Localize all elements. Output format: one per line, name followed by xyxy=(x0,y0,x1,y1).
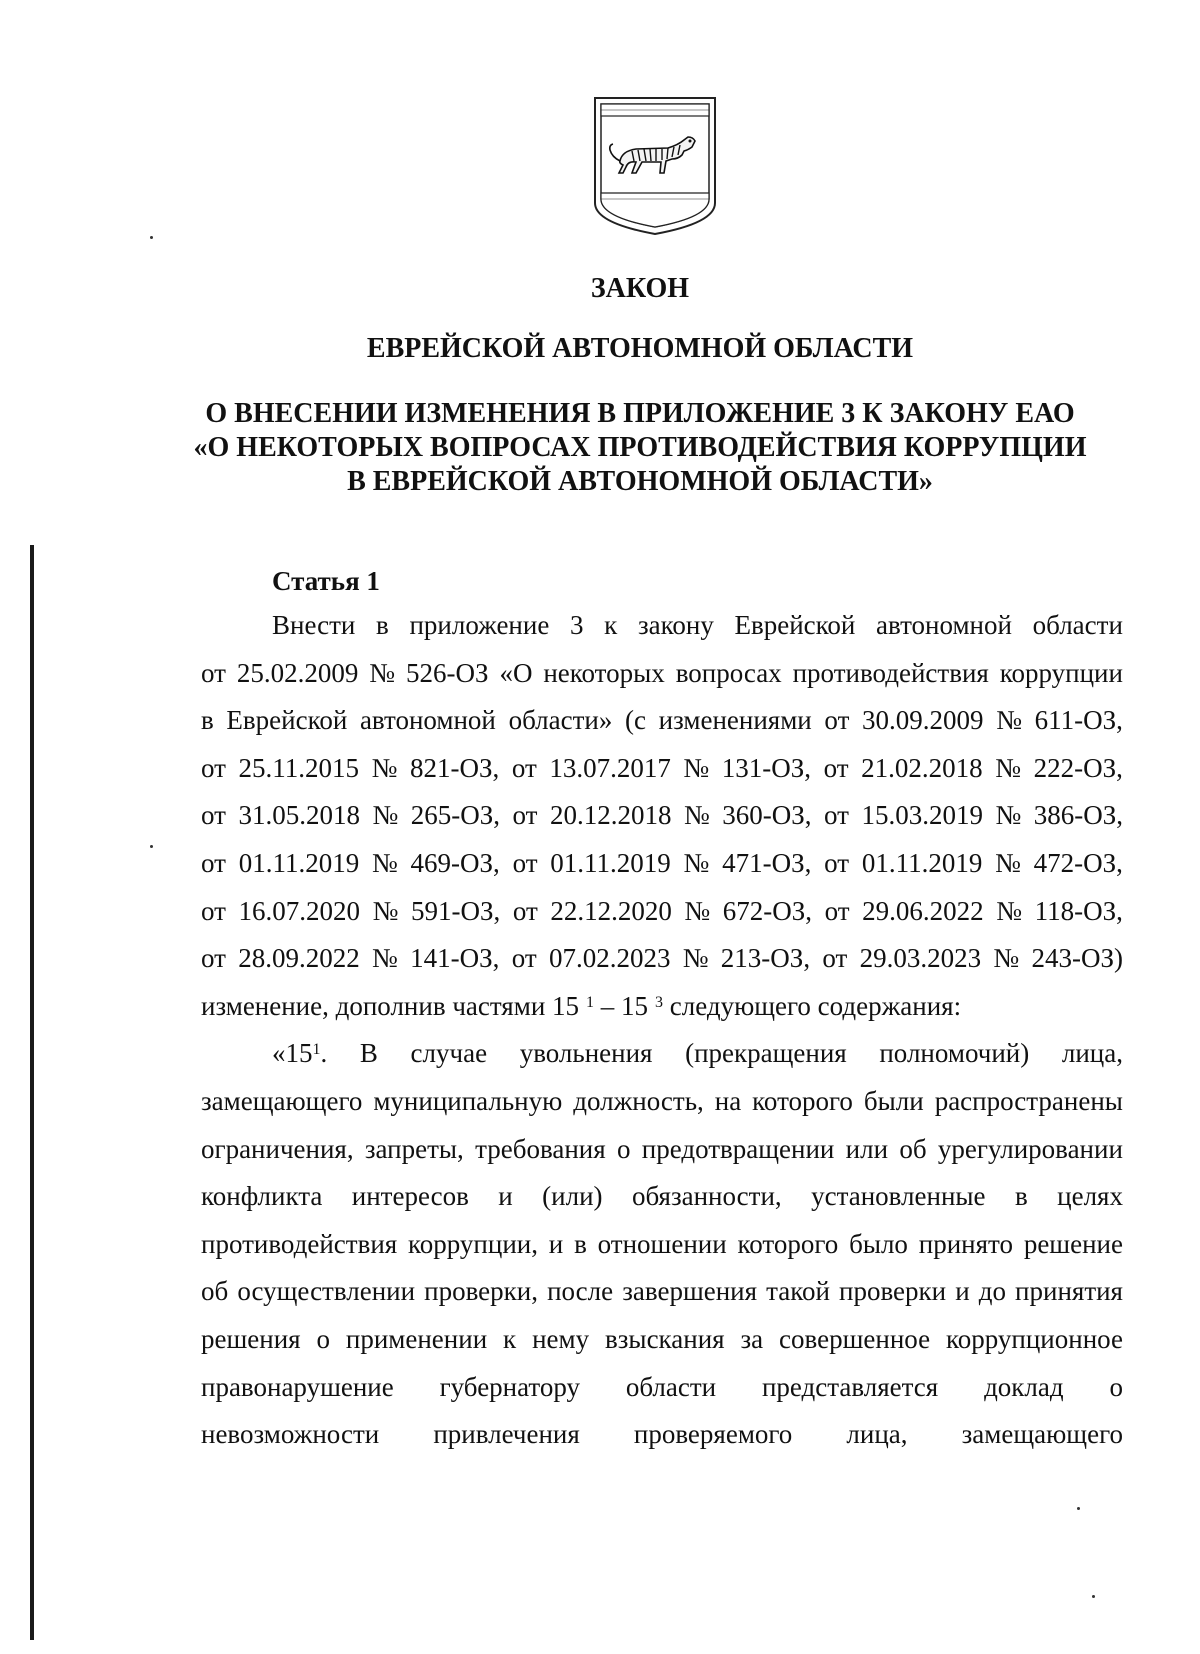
word: от xyxy=(512,895,538,926)
word: до xyxy=(978,1276,1006,1307)
word: 141-ОЗ, xyxy=(410,943,500,974)
word: было xyxy=(849,1228,908,1259)
word: 591-ОЗ, xyxy=(410,895,501,926)
word: от xyxy=(824,705,850,736)
word: 13.07.2017 xyxy=(549,752,671,783)
word: конфликта xyxy=(201,1181,323,1212)
word: решение xyxy=(1023,1228,1123,1259)
law-title xyxy=(150,397,1130,499)
body-line xyxy=(201,1316,1123,1364)
word: закону xyxy=(637,610,714,640)
word: распространены xyxy=(934,1085,1123,1116)
word: 213-ОЗ, xyxy=(720,943,811,974)
word: 21.02.2018 xyxy=(861,752,983,783)
body-line xyxy=(201,983,1123,1031)
word: случае xyxy=(410,1038,488,1069)
word: интересов xyxy=(351,1181,469,1212)
word: 30.09.2009 xyxy=(862,705,984,736)
word: № xyxy=(682,943,709,974)
word: 25.11.2015 xyxy=(238,752,360,783)
word: принято xyxy=(918,1228,1013,1259)
word: муниципальную xyxy=(373,1085,563,1116)
word: 472-ОЗ, xyxy=(1033,847,1123,878)
word: 526-ОЗ xyxy=(405,657,489,688)
word: требования xyxy=(475,1133,606,1164)
body-line xyxy=(201,650,1123,698)
word: от xyxy=(512,800,538,831)
word: от xyxy=(824,800,849,831)
word: 31.05.2018 xyxy=(238,800,360,831)
word: 611-ОЗ, xyxy=(1034,705,1123,736)
word: о xyxy=(1109,1371,1123,1402)
word: об xyxy=(201,1276,229,1307)
word: завершения xyxy=(622,1276,758,1307)
word: № xyxy=(995,752,1021,783)
superscript: 3 xyxy=(655,993,664,1011)
body-line xyxy=(201,602,1123,650)
word: обязанности, xyxy=(631,1181,782,1212)
word: от xyxy=(822,943,848,974)
article-title: Статья 1 xyxy=(272,566,380,596)
scan-speck xyxy=(150,845,153,848)
word: от xyxy=(201,943,226,974)
word: № xyxy=(683,847,710,878)
word: коррупционное xyxy=(946,1323,1123,1354)
word: 471-ОЗ, xyxy=(722,847,812,878)
word: 01.11.2019 xyxy=(861,847,983,878)
word: 01.11.2019 xyxy=(550,847,671,878)
word: о xyxy=(316,1323,330,1354)
word: от xyxy=(512,847,538,878)
word: № xyxy=(371,752,398,783)
word: 15.03.2019 xyxy=(861,800,983,831)
word: (прекращения xyxy=(685,1038,847,1069)
body-line xyxy=(201,840,1123,888)
body-line xyxy=(201,1268,1123,1316)
word: 265-ОЗ, xyxy=(410,800,500,831)
word: совершенное xyxy=(779,1323,931,1354)
word: № xyxy=(372,895,399,926)
word: 360-ОЗ, xyxy=(722,800,812,831)
word: от xyxy=(511,752,537,783)
word: привлечения xyxy=(433,1419,580,1450)
law-title-line: О ВНЕСЕНИИ ИЗМЕНЕНИЯ В ПРИЛОЖЕНИЕ 3 К ЗАКОНУ ЕАО xyxy=(205,398,1075,429)
body-line xyxy=(201,1078,1123,1126)
word: к xyxy=(503,1323,517,1354)
word: лица, xyxy=(1061,1038,1123,1069)
word: коррупции xyxy=(999,657,1123,688)
word: 672-ОЗ, xyxy=(722,895,813,926)
word: губернатору xyxy=(439,1371,580,1402)
word: к xyxy=(604,610,618,640)
scan-speck xyxy=(1092,1595,1095,1598)
word: целях xyxy=(1057,1181,1123,1212)
word: замещающего xyxy=(201,1085,363,1116)
word: № xyxy=(684,895,711,926)
word: на xyxy=(714,1085,742,1116)
word: представляется xyxy=(761,1371,939,1402)
word: установленные xyxy=(811,1181,986,1212)
body-line xyxy=(201,1030,1123,1078)
word: от xyxy=(201,847,226,878)
word: 20.12.2018 xyxy=(549,800,672,831)
word: 22.12.2020 xyxy=(550,895,672,926)
word: № xyxy=(371,847,398,878)
word: области xyxy=(625,1371,717,1402)
word: 16.07.2020 xyxy=(238,895,361,926)
word: от xyxy=(824,895,850,926)
word: в xyxy=(376,610,389,640)
word: отношении xyxy=(597,1228,727,1259)
word: или xyxy=(845,1133,889,1164)
word: 3 xyxy=(570,610,584,640)
word: изменениями xyxy=(658,705,812,736)
word: № xyxy=(683,752,710,783)
word: 29.06.2022 xyxy=(862,895,984,926)
word: взыскания xyxy=(605,1323,725,1354)
word: № xyxy=(683,800,710,831)
word: о xyxy=(616,1133,631,1164)
word: об xyxy=(899,1133,927,1164)
word: в xyxy=(1014,1181,1028,1212)
word: были xyxy=(863,1085,924,1116)
law-title-line: В ЕВРЕЙСКОЙ АВТОНОМНОЙ ОБЛАСТИ» xyxy=(347,466,933,497)
word: «О xyxy=(499,657,533,688)
superscript: 1 xyxy=(586,993,595,1011)
body-line xyxy=(201,1126,1123,1174)
word: правонарушение xyxy=(201,1371,394,1402)
body-line xyxy=(201,1221,1123,1269)
word: 28.09.2022 xyxy=(238,943,360,974)
word: и xyxy=(498,1181,513,1212)
word: такой xyxy=(766,1276,830,1307)
word: 07.02.2023 xyxy=(548,943,671,974)
word: № xyxy=(996,705,1022,736)
word: № xyxy=(372,800,399,831)
word: ограничения, xyxy=(201,1133,354,1164)
word: нему xyxy=(532,1323,590,1354)
scan-speck xyxy=(1077,1507,1080,1510)
article-body xyxy=(201,602,1123,1459)
word: осуществлении xyxy=(237,1276,416,1307)
word: в xyxy=(574,1228,587,1259)
word: принятия xyxy=(1015,1276,1123,1307)
word: № xyxy=(995,800,1022,831)
word: запреты, xyxy=(364,1133,464,1164)
word: от xyxy=(511,943,537,974)
word: № xyxy=(993,943,1020,974)
word: от xyxy=(823,752,849,783)
word: от xyxy=(824,847,850,878)
word: предотвращении xyxy=(641,1133,835,1164)
word: противодействия xyxy=(792,657,989,688)
word: № xyxy=(995,847,1021,878)
law-title-line: «О НЕКОТОРЫХ ВОПРОСАХ ПРОТИВОДЕЙСТВИЯ КОРРУПЦИИ xyxy=(193,432,1087,463)
superscript: 1 xyxy=(312,1041,321,1059)
word: 821-ОЗ, xyxy=(409,752,500,783)
tiger-coat-of-arms-icon xyxy=(592,95,718,237)
word: Еврейской xyxy=(734,610,856,640)
word: решения xyxy=(201,1323,301,1354)
word: от xyxy=(201,657,226,688)
word: автономной xyxy=(876,610,1012,640)
word: 386-ОЗ, xyxy=(1033,800,1123,831)
word: области» xyxy=(508,705,613,736)
word: автономной xyxy=(359,705,496,736)
word: от xyxy=(201,895,226,926)
word: за xyxy=(740,1323,764,1354)
word: Внести xyxy=(272,610,356,640)
word: урегулировании xyxy=(937,1133,1123,1164)
word: 243-ОЗ) xyxy=(1031,943,1123,974)
word: (с xyxy=(625,705,646,736)
word: проверки, xyxy=(424,1276,538,1307)
word: в xyxy=(201,705,214,736)
body-line xyxy=(201,745,1123,793)
region-heading: ЕВРЕЙСКОЙ АВТОНОМНОЙ ОБЛАСТИ xyxy=(366,333,914,364)
word: В xyxy=(359,1038,378,1069)
body-line xyxy=(201,935,1123,983)
word: № xyxy=(372,943,398,974)
word: Еврейской xyxy=(226,705,348,736)
word: которого xyxy=(752,1085,853,1116)
document-type-heading: ЗАКОН xyxy=(590,273,690,304)
word: 29.03.2023 xyxy=(859,943,982,974)
body-line xyxy=(201,697,1123,745)
word: замещающего xyxy=(961,1419,1123,1450)
word: вопросах xyxy=(675,657,782,688)
word: должность, xyxy=(573,1085,704,1116)
body-line xyxy=(201,1411,1123,1459)
body-line xyxy=(201,792,1123,840)
word: проверки xyxy=(839,1276,947,1307)
word: № xyxy=(996,895,1022,926)
scan-margin-line xyxy=(30,545,34,1640)
word: применении xyxy=(345,1323,488,1354)
word: от xyxy=(201,800,226,831)
body-line xyxy=(201,888,1123,936)
word: 25.02.2009 xyxy=(236,657,359,688)
word: от xyxy=(201,752,226,783)
word: полномочий) xyxy=(879,1038,1030,1069)
word: приложение xyxy=(409,610,550,640)
word: после xyxy=(547,1276,614,1307)
body-line xyxy=(201,1364,1123,1412)
word: и xyxy=(548,1228,564,1259)
word: области xyxy=(1032,610,1123,640)
part-number: «$15^1$. xyxy=(272,1038,328,1069)
word: доклад xyxy=(984,1371,1064,1402)
amendment-text: изменение, дополнив частями 15 $^1$ – 15 $^3$ следующего содержания: xyxy=(201,990,962,1021)
word: невозможности xyxy=(201,1419,380,1450)
word: 222-ОЗ, xyxy=(1033,752,1123,783)
word: противодействия xyxy=(201,1228,398,1259)
word: и xyxy=(955,1276,970,1307)
scan-speck xyxy=(150,236,153,239)
word: 01.11.2019 xyxy=(238,847,360,878)
word: некоторых xyxy=(543,657,665,688)
word: № xyxy=(369,657,396,688)
word: проверяемого xyxy=(633,1419,793,1450)
word: которого xyxy=(737,1228,839,1259)
word: 118-ОЗ, xyxy=(1034,895,1123,926)
body-line xyxy=(201,1173,1123,1221)
word: 131-ОЗ, xyxy=(721,752,812,783)
word: (или) xyxy=(542,1181,603,1212)
word: увольнения xyxy=(519,1038,653,1069)
word: 469-ОЗ, xyxy=(410,847,500,878)
word: лица, xyxy=(846,1419,908,1450)
word: коррупции, xyxy=(408,1228,538,1259)
